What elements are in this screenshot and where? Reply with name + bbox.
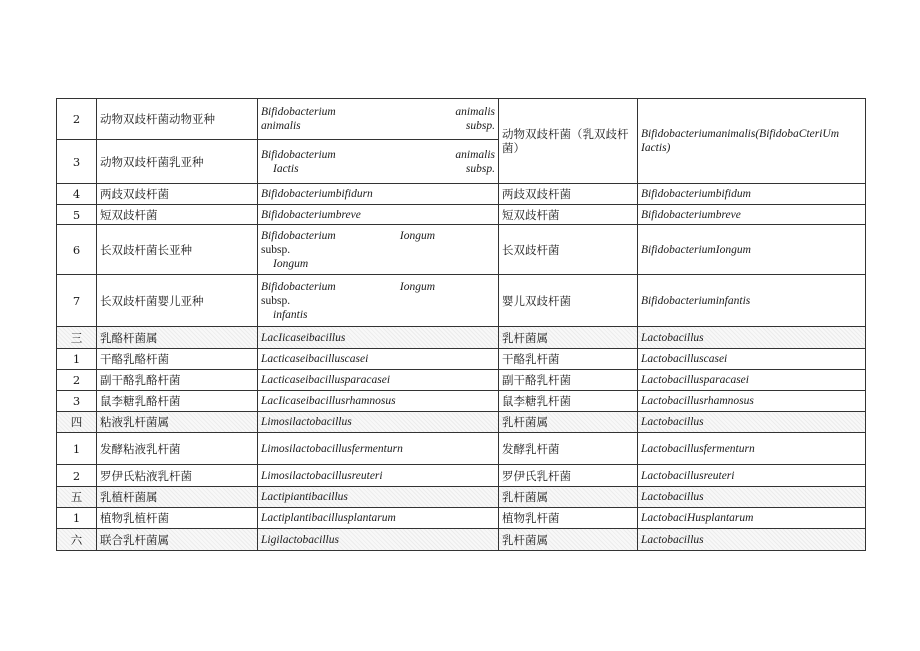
new-chinese-name: 动物双歧杆菌动物亚种 bbox=[97, 99, 258, 140]
species-name-table bbox=[56, 98, 866, 551]
old-chinese-name: 乳杆菌属 bbox=[499, 327, 638, 349]
old-latin-name: Bifidobacteriumanimalis(BifidobaCteriUm Iactis) bbox=[638, 99, 866, 184]
new-latin-name: Ligilactobacillus bbox=[258, 529, 499, 551]
genus-number: 四 bbox=[57, 412, 97, 433]
new-latin-name: Limosilactobacillus bbox=[258, 412, 499, 433]
old-chinese-name: 乳杆菌属 bbox=[499, 412, 638, 433]
table-row bbox=[57, 391, 866, 412]
old-latin-name: Lactobacillusparacasei bbox=[638, 370, 866, 391]
new-chinese-name: 乳植杆菌属 bbox=[97, 487, 258, 508]
new-chinese-name: 植物乳植杆菌 bbox=[97, 508, 258, 529]
old-latin-name: Lactobacillus bbox=[638, 487, 866, 508]
new-latin-name: Bifidobacterium Iongum subsp. Iongum bbox=[258, 225, 499, 275]
old-chinese-name: 动物双歧杆菌（乳双歧杆菌） bbox=[499, 99, 638, 184]
new-chinese-name: 长双歧杆菌婴儿亚种 bbox=[97, 275, 258, 327]
table-row bbox=[57, 433, 866, 465]
row-number: 2 bbox=[57, 465, 97, 487]
old-chinese-name: 乳杆菌属 bbox=[499, 529, 638, 551]
new-chinese-name: 副干酪乳酪杆菌 bbox=[97, 370, 258, 391]
row-number: 7 bbox=[57, 275, 97, 327]
old-chinese-name: 短双歧杆菌 bbox=[499, 205, 638, 225]
genus-row bbox=[57, 412, 866, 433]
old-latin-name: Lactobacillusrhamnosus bbox=[638, 391, 866, 412]
new-latin-name: Lacticaseibacilluscasei bbox=[258, 349, 499, 370]
old-latin-name: Lactobacilluscasei bbox=[638, 349, 866, 370]
new-latin-name: Bifidobacterium Iongum subsp. infantis bbox=[258, 275, 499, 327]
new-latin-name: Bifidobacteriumbreve bbox=[258, 205, 499, 225]
genus-row bbox=[57, 487, 866, 508]
row-number: 5 bbox=[57, 205, 97, 225]
row-number: 3 bbox=[57, 391, 97, 412]
new-latin-name: LacIicaseibacillus bbox=[258, 327, 499, 349]
genus-number: 五 bbox=[57, 487, 97, 508]
new-latin-name: LacIicaseibacillusrhamnosus bbox=[258, 391, 499, 412]
old-latin-name: LactobaciHusplantarum bbox=[638, 508, 866, 529]
old-latin-name: Bifidobacteriumbifidum bbox=[638, 184, 866, 205]
old-chinese-name: 长双歧杆菌 bbox=[499, 225, 638, 275]
old-chinese-name: 干酪乳杆菌 bbox=[499, 349, 638, 370]
new-latin-name: Limosilactobacillusfermenturn bbox=[258, 433, 499, 465]
table-row bbox=[57, 465, 866, 487]
old-latin-name: Lactobacillus bbox=[638, 327, 866, 349]
old-latin-name: Lactobacillus bbox=[638, 412, 866, 433]
old-latin-name: Bifidobacteriuminfantis bbox=[638, 275, 866, 327]
new-chinese-name: 动物双歧杆菌乳亚种 bbox=[97, 140, 258, 184]
new-latin-name: Bifidobacterium animalis animalis subsp. bbox=[258, 99, 499, 140]
row-number: 3 bbox=[57, 140, 97, 184]
old-chinese-name: 鼠李糖乳杆菌 bbox=[499, 391, 638, 412]
row-number: 1 bbox=[57, 433, 97, 465]
new-chinese-name: 短双歧杆菌 bbox=[97, 205, 258, 225]
new-chinese-name: 干酪乳酪杆菌 bbox=[97, 349, 258, 370]
genus-row bbox=[57, 529, 866, 551]
old-latin-name: Lactobacillus bbox=[638, 529, 866, 551]
table-row bbox=[57, 275, 866, 327]
new-chinese-name: 乳酪杆菌属 bbox=[97, 327, 258, 349]
row-number: 2 bbox=[57, 370, 97, 391]
new-chinese-name: 长双歧杆菌长亚种 bbox=[97, 225, 258, 275]
row-number: 1 bbox=[57, 508, 97, 529]
old-latin-name: Bifidobacteriumbreve bbox=[638, 205, 866, 225]
new-chinese-name: 发酵粘液乳杆菌 bbox=[97, 433, 258, 465]
new-chinese-name: 粘液乳杆菌属 bbox=[97, 412, 258, 433]
old-chinese-name: 发酵乳杆菌 bbox=[499, 433, 638, 465]
new-latin-name: Bifidobacteriumbifidurn bbox=[258, 184, 499, 205]
table-row bbox=[57, 508, 866, 529]
new-latin-name: Bifidobacterium animalis Iactis subsp. bbox=[258, 140, 499, 184]
new-latin-name: Limosilactobacillusreuteri bbox=[258, 465, 499, 487]
genus-number: 六 bbox=[57, 529, 97, 551]
table-row bbox=[57, 370, 866, 391]
old-chinese-name: 婴儿双歧杆菌 bbox=[499, 275, 638, 327]
genus-row bbox=[57, 327, 866, 349]
row-number: 1 bbox=[57, 349, 97, 370]
old-chinese-name: 植物乳杆菌 bbox=[499, 508, 638, 529]
new-latin-name: Lactipiantibacillus bbox=[258, 487, 499, 508]
new-latin-name: Lacticaseibacillusparacasei bbox=[258, 370, 499, 391]
new-chinese-name: 两歧双歧杆菌 bbox=[97, 184, 258, 205]
old-chinese-name: 两歧双歧杆菌 bbox=[499, 184, 638, 205]
table-row bbox=[57, 184, 866, 205]
row-number: 4 bbox=[57, 184, 97, 205]
row-number: 2 bbox=[57, 99, 97, 140]
old-latin-name: Lactobacillusfermenturn bbox=[638, 433, 866, 465]
row-number: 6 bbox=[57, 225, 97, 275]
old-latin-name: BifidobacteriumIongum bbox=[638, 225, 866, 275]
old-chinese-name: 乳杆菌属 bbox=[499, 487, 638, 508]
old-chinese-name: 副干酪乳杆菌 bbox=[499, 370, 638, 391]
table-row bbox=[57, 99, 866, 140]
genus-number: 三 bbox=[57, 327, 97, 349]
new-chinese-name: 鼠李糖乳酪杆菌 bbox=[97, 391, 258, 412]
table-row bbox=[57, 205, 866, 225]
new-chinese-name: 联合乳杆菌属 bbox=[97, 529, 258, 551]
new-latin-name: Lactiplantibacillusplantarum bbox=[258, 508, 499, 529]
old-chinese-name: 罗伊氏乳杆菌 bbox=[499, 465, 638, 487]
old-latin-name: Lactobacillusreuteri bbox=[638, 465, 866, 487]
new-chinese-name: 罗伊氏粘液乳杆菌 bbox=[97, 465, 258, 487]
table-row bbox=[57, 225, 866, 275]
table-row bbox=[57, 349, 866, 370]
